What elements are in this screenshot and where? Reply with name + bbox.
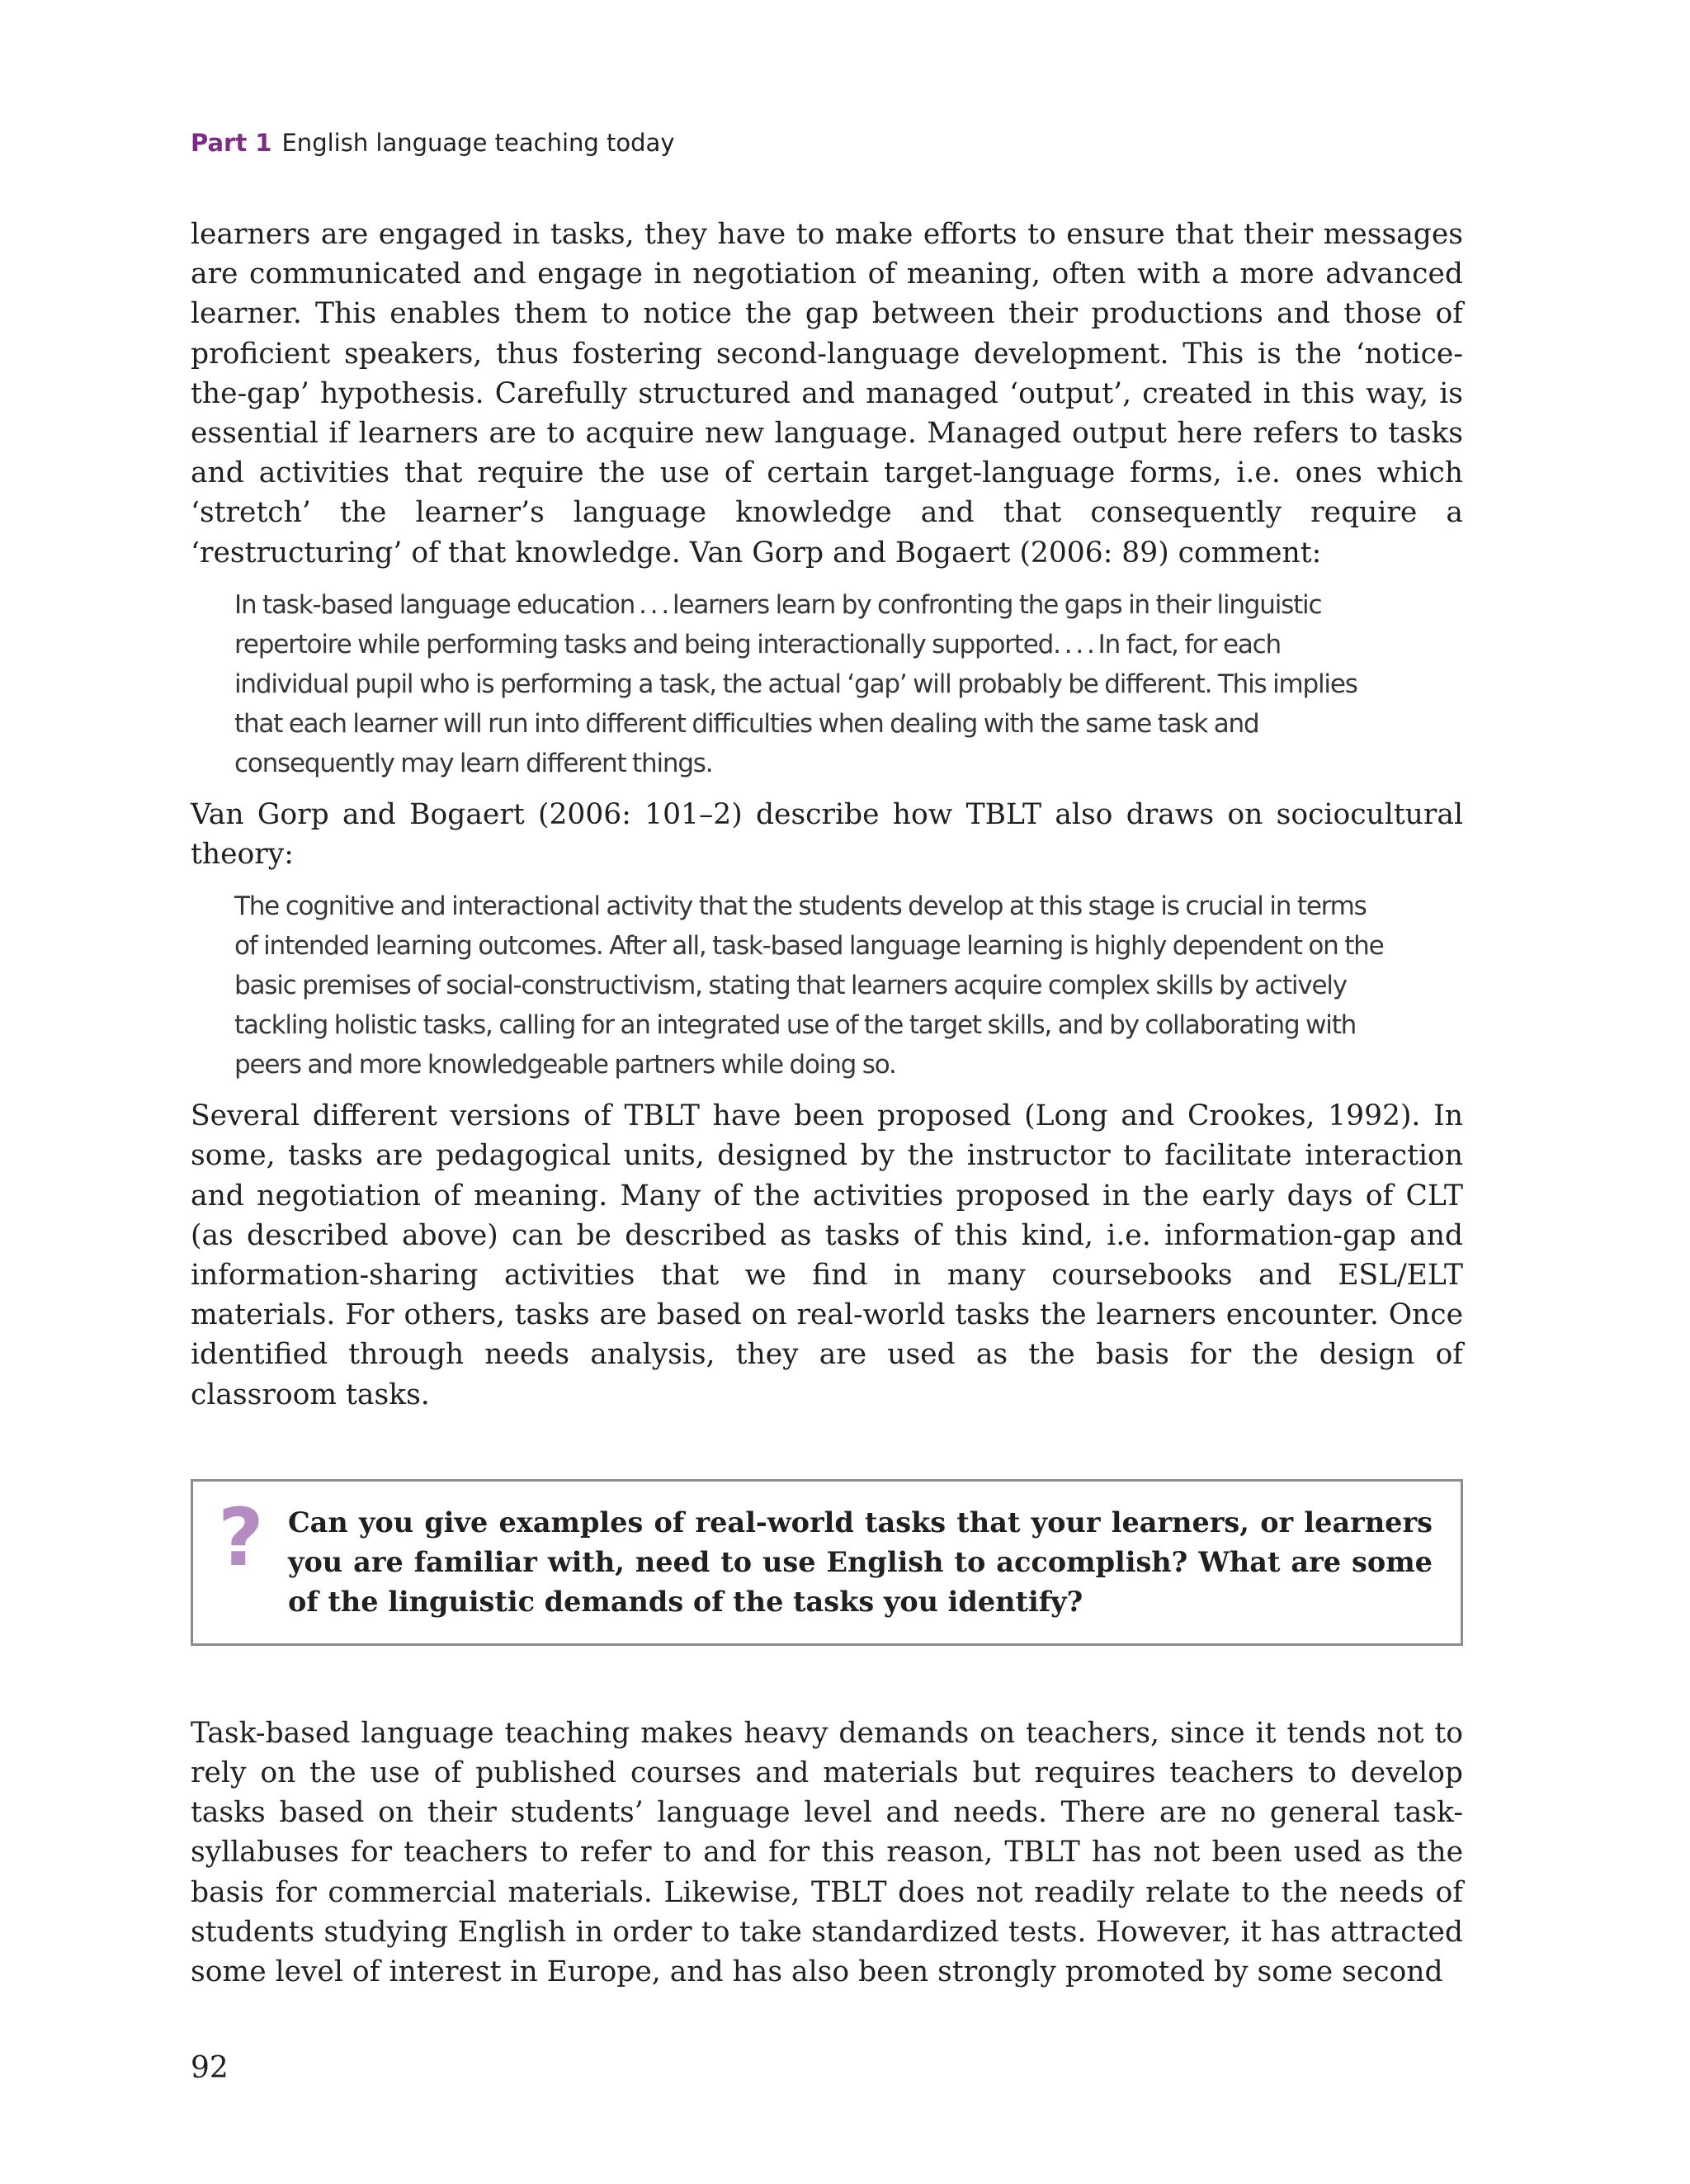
block-quote-2: The cognitive and interactional activity that the students develop at this stage is crucial in terms of intended learning outcomes. After all, task-based language learning is highly dependent on the basic premises of social-constructivism, stating that learners acquire complex skills by actively tackling holistic tasks, calling for an integrated use of the target skills, and by collaborating with peers and more knowledgeable partners while doing so. [234,891,1384,1080]
body-paragraph-3: Several different versions of TBLT have been proposed (Long and Crookes, 1992). In some, tasks are pedagogical units, designed by the instructor to facilitate interaction and negotiation of meaning. Many of the activities proposed in the early days of CLT (as described above) can be described as tasks of this kind, i.e. information-gap and information-sharing activities that we find in many coursebooks and ESL/ELT materials. For others, tasks are based on real-world tasks the learners encounter. Once identified through needs analysis, they are used as the basis for the design of classroom tasks. [191,1099,1463,1411]
block-quote-1: In task-based language education . . . learners learn by confronting the gaps in their linguistic repertoire while performing tasks and being interactionally supported. . . . In fact, for each individual pupil who is performing a task, the actual ‘gap’ will probably be different. This implies that each learner will run into different difficulties when dealing with the same task and consequently may learn different things. [234,589,1357,778]
body-paragraph-1: learners are engaged in tasks, they have to make efforts to ensure that their messages are communicated and engage in negotiation of meaning, often with a more advanced learner. This enables them to notice the gap between their productions and those of proficient speakers, thus fostering second-language development. This is the ‘notice-the-gap’ hypothesis. Carefully structured and managed ‘output’, created in this way, is essential if learners are to acquire new language. Managed output here refers to tasks and activities that require the use of certain target-language forms, i.e. ones which ‘stretch’ the learner’s language knowledge and that consequently require a ‘restructuring’ of that knowledge. Van Gorp and Bogaert (2006: 89) comment: [191,218,1463,570]
question-mark-icon: ? [218,1491,264,1584]
part-title: English language teaching today [281,129,675,157]
page-content [191,215,1463,1992]
reflection-box [191,1479,1463,1646]
body-paragraph-4: Task-based language teaching makes heavy demands on teachers, since it tends not to rely on the use of published courses and materials but requires teachers to develop tasks based on their students’ language level and needs. There are no general task-syllabuses for teachers to refer to and for this reason, TBLT has not been used as the basis for commercial materials. Likewise, TBLT does not readily relate to the needs of students studying English in order to take standardized tests. However, it has attracted some level of interest in Europe, and has also been strongly promoted by some second [191,1716,1463,1989]
body-paragraph-2: Van Gorp and Bogaert (2006: 101–2) describe how TBLT also draws on sociocultural theory: [191,797,1463,872]
part-label: Part 1 [191,129,272,157]
page-number: 92 [191,2051,229,2085]
reflection-question: Can you give examples of real-world tasks that your learners, or learners you are familiar with, need to use English to accomplish? What are some of the linguistic demands of the tasks you identify? [288,1506,1433,1618]
running-head [191,129,674,157]
